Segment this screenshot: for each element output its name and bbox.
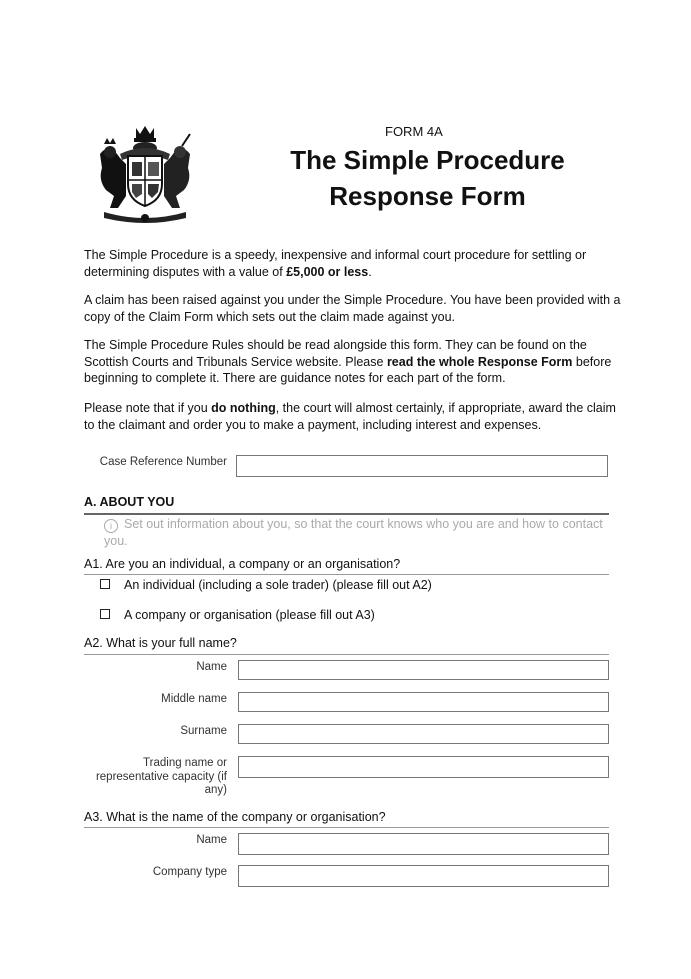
form-number: FORM 4A xyxy=(385,124,443,139)
name-field[interactable] xyxy=(238,660,609,680)
info-icon: i xyxy=(104,519,118,533)
title-line-2: Response Form xyxy=(329,181,526,211)
intro-bold: do nothing xyxy=(211,401,276,415)
company-type-label: Company type xyxy=(152,866,227,878)
trading-name-field[interactable] xyxy=(238,756,609,778)
intro-paragraph-2: A claim has been raised against you under the Simple Procedure. You have been provided with a copy of the Claim Form which sets out the claim made against you. xyxy=(84,293,621,324)
section-a-heading: A. ABOUT YOU xyxy=(84,495,175,509)
section-a-info xyxy=(104,516,604,549)
intro-paragraph-1 xyxy=(84,247,624,280)
option-individual-label: An individual (including a sole trader) (please fill out A2) xyxy=(124,578,432,592)
trading-name-label-line: representative capacity (if xyxy=(95,770,227,783)
checkbox-company[interactable] xyxy=(100,609,110,619)
intro-text: Please note that if you xyxy=(84,401,212,415)
option-company[interactable] xyxy=(100,608,375,622)
intro-paragraph-3 xyxy=(84,337,624,387)
company-name-label: Name xyxy=(196,834,227,846)
trading-name-label xyxy=(84,757,227,798)
section-a-rule xyxy=(84,513,609,515)
case-reference-label: Case Reference Number xyxy=(99,456,227,468)
option-individual[interactable] xyxy=(100,578,432,592)
intro-bold: read the whole Response Form xyxy=(386,354,573,369)
middle-name-label: Middle name xyxy=(161,693,227,705)
intro-text: , the court will almost certainly, if appropriate, award the claim to the claimant and order you to make a payment, including interest and expenses. xyxy=(84,401,616,432)
question-a3-rule xyxy=(84,827,609,828)
trading-name-label-line: Trading name or xyxy=(143,757,227,769)
trading-name-label-line: any) xyxy=(204,784,227,796)
option-company-label: A company or organisation (please fill out A3) xyxy=(124,608,375,622)
question-a2: A2. What is your full name? xyxy=(84,636,237,650)
section-a-info-text: Set out information about you, so that the court knows who you are and how to contact you. xyxy=(104,517,603,548)
question-a2-rule xyxy=(84,654,609,655)
checkbox-individual[interactable] xyxy=(100,579,110,589)
title-line-1: The Simple Procedure xyxy=(290,145,565,175)
royal-coat-of-arms-icon xyxy=(90,124,200,228)
surname-field[interactable] xyxy=(238,724,609,744)
intro-text: The Simple Procedure Rules should be read alongside this form. They can be found on the Scottish Courts and Tribunals Service website. Please xyxy=(84,338,587,369)
question-a1-rule xyxy=(84,574,609,575)
name-label: Name xyxy=(196,661,227,673)
company-name-field[interactable] xyxy=(238,833,609,855)
company-type-field[interactable] xyxy=(238,865,609,887)
intro-text: The Simple Procedure is a speedy, inexpensive and informal court procedure for settling or determining disputes with a value of xyxy=(84,248,587,279)
middle-name-field[interactable] xyxy=(238,692,609,712)
intro-bold: £5,000 or less xyxy=(286,264,369,279)
intro-paragraph-4 xyxy=(84,400,624,433)
surname-label: Surname xyxy=(180,725,227,737)
question-a3: A3. What is the name of the company or organisation? xyxy=(84,810,386,824)
page-title xyxy=(230,142,625,214)
intro-text: . xyxy=(368,264,372,279)
intro-text: before beginning to complete it. There are guidance notes for each part of the form. xyxy=(84,354,612,385)
case-reference-field[interactable] xyxy=(236,455,608,477)
question-a1: A1. Are you an individual, a company or an organisation? xyxy=(84,557,401,571)
